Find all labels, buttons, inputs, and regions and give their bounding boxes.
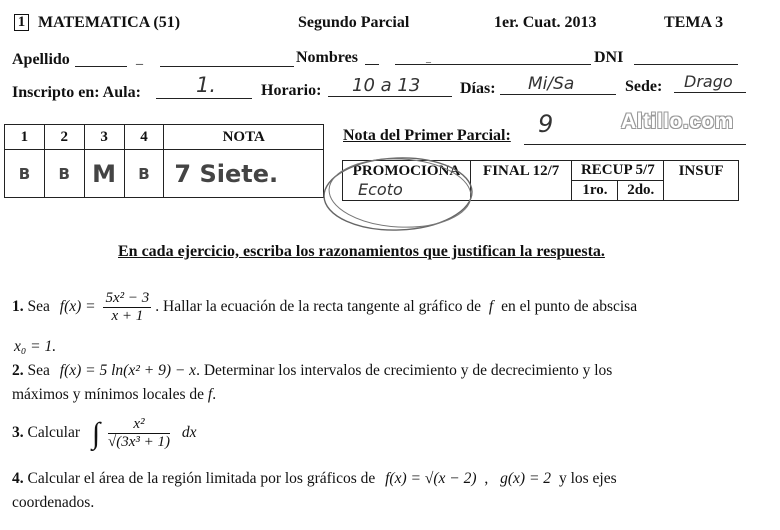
aula-line bbox=[156, 98, 252, 99]
grade-header-nota: NOTA bbox=[164, 125, 324, 150]
dni-line bbox=[634, 64, 738, 65]
exercise-1-f: f bbox=[488, 298, 494, 316]
promociona-header: PROMOCIONA bbox=[352, 163, 461, 179]
exercise-4-text: Calcular el área de la región limitada por los gráficos de bbox=[27, 470, 376, 487]
exercise-1-numerator: 5x² − 3 bbox=[105, 290, 150, 306]
exercise-4-line2: coordenados. bbox=[12, 494, 95, 511]
exercise-4 bbox=[12, 470, 617, 488]
exercise-4-number: 4. bbox=[12, 470, 24, 487]
recup-1ro: 1ro. bbox=[572, 181, 618, 201]
promo-value: Ecoto bbox=[358, 180, 403, 199]
exercise-1-line2: x₀ = 1. bbox=[14, 338, 57, 355]
dias-label: Días: bbox=[460, 80, 496, 97]
nombres-label: Nombres bbox=[296, 49, 358, 66]
grade-value-1: B bbox=[5, 150, 45, 198]
exercise-2-fx: f(x) = 5 ln(x² + 9) − x bbox=[59, 362, 197, 379]
exercise-2-end: . bbox=[212, 386, 217, 403]
exercise-1-text: . Hallar la ecuación de la recta tangente al gráfico de bbox=[155, 298, 482, 316]
instruction: En cada ejercicio, escriba los razonamientos que justifican la respuesta. bbox=[118, 243, 605, 260]
grade-header-4: 4 bbox=[124, 125, 164, 150]
dni-label: DNI bbox=[594, 49, 624, 66]
exercise-2-number: 2. bbox=[12, 362, 24, 379]
altillo-watermark: Altillo.com bbox=[621, 110, 734, 133]
exercise-3-numerator: x² bbox=[108, 416, 170, 434]
apellido-line-2 bbox=[160, 66, 294, 67]
exercise-2-line2: máximos y mínimos locales de bbox=[12, 386, 205, 403]
exercise-3-denominator: √(3x³ + 1) bbox=[107, 434, 170, 450]
horario-value: 10 a 13 bbox=[352, 75, 421, 96]
exercise-2-line2-wrap bbox=[12, 386, 216, 404]
exercise-2-f: f bbox=[207, 386, 213, 403]
horario-label: Horario: bbox=[261, 82, 322, 99]
exercise-2 bbox=[12, 362, 612, 380]
grade-value-3: M bbox=[84, 150, 124, 198]
first-partial-value: 9 bbox=[538, 110, 554, 138]
grade-value-nota: 7 Siete. bbox=[164, 150, 324, 198]
exam-number-box bbox=[14, 14, 29, 31]
exercise-3-dx: dx bbox=[181, 424, 197, 442]
handwritten-circle bbox=[318, 152, 478, 236]
dias-value: Mi/Sa bbox=[528, 74, 575, 94]
apellido-label: Apellido bbox=[12, 51, 70, 68]
insuf-cell bbox=[664, 161, 739, 201]
insuf-header: INSUF bbox=[678, 163, 724, 179]
nombres-value: _ bbox=[426, 53, 431, 64]
tema: TEMA 3 bbox=[664, 14, 724, 31]
first-partial-label: Nota del Primer Parcial: bbox=[343, 127, 511, 144]
nombres-line-1 bbox=[365, 64, 379, 65]
grade-header-1: 1 bbox=[5, 125, 45, 150]
exercise-2-pre: Sea bbox=[27, 362, 50, 379]
apellido-value: _ bbox=[136, 52, 143, 67]
exercise-4-sep: , bbox=[484, 470, 489, 487]
grade-value-2: B bbox=[44, 150, 84, 198]
recup-2do: 2do. bbox=[618, 181, 664, 201]
dias-line bbox=[500, 94, 616, 95]
integral-sign: ∫ bbox=[91, 416, 101, 450]
exercise-4-fx: f(x) = √(x − 2) bbox=[385, 470, 477, 487]
exam-name: Segundo Parcial bbox=[298, 14, 410, 31]
exercise-1 bbox=[12, 290, 637, 325]
nombres-line-2 bbox=[395, 64, 591, 65]
exercise-4-gx: g(x) = 2 bbox=[500, 470, 552, 487]
exercise-1-number: 1. bbox=[12, 298, 24, 316]
grade-header-3: 3 bbox=[84, 125, 124, 150]
final-header: FINAL 12/7 bbox=[483, 163, 560, 179]
exercise-1-fraction bbox=[103, 290, 151, 325]
exercise-3-pre: Calcular bbox=[27, 424, 81, 442]
term: 1er. Cuat. 2013 bbox=[494, 14, 597, 31]
exercise-1-fx: f(x) = bbox=[59, 298, 96, 316]
exercise-3-number: 3. bbox=[12, 424, 24, 442]
exercise-2-text: . Determinar los intervalos de crecimiento y de decrecimiento y los bbox=[196, 362, 613, 379]
sede-label: Sede: bbox=[625, 78, 663, 95]
apellido-line-1 bbox=[75, 66, 127, 67]
exercise-1-text2: en el punto de abscisa bbox=[501, 298, 638, 316]
aula-label: Inscripto en: Aula: bbox=[12, 84, 141, 101]
sede-line bbox=[674, 92, 746, 93]
exercise-1-denominator: x + 1 bbox=[111, 308, 144, 324]
exercise-3 bbox=[12, 416, 197, 451]
recup-header: RECUP 5/7 bbox=[572, 161, 664, 181]
exercise-4-text2: y los ejes bbox=[558, 470, 617, 487]
grades-table bbox=[4, 124, 324, 198]
final-cell bbox=[470, 161, 572, 201]
first-partial-line bbox=[524, 144, 746, 145]
exam-number: 1 bbox=[17, 14, 26, 30]
sede-value: Drago bbox=[684, 72, 733, 91]
grade-value-4: B bbox=[124, 150, 164, 198]
course-title: MATEMATICA (51) bbox=[38, 14, 181, 31]
exercise-1-pre: Sea bbox=[27, 298, 50, 316]
grade-header-2: 2 bbox=[44, 125, 84, 150]
aula-value: 1. bbox=[196, 73, 217, 97]
exercise-3-fraction bbox=[108, 416, 170, 451]
horario-line bbox=[328, 96, 452, 97]
